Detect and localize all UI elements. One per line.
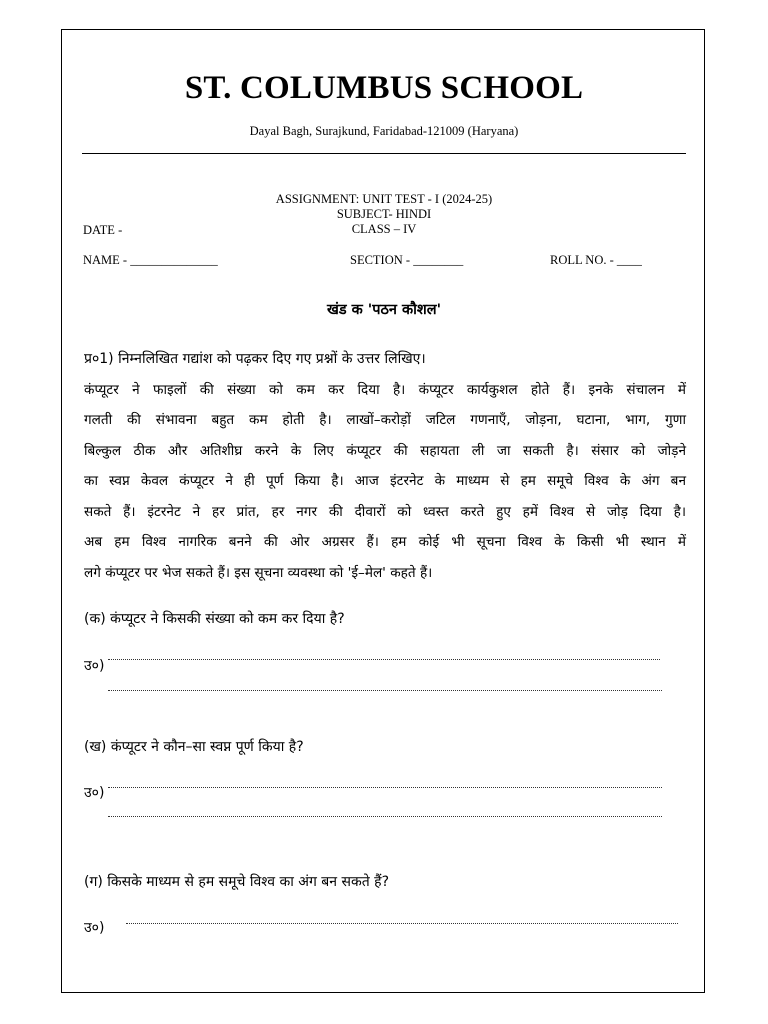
passage-line: का स्वप्न केवल कंप्यूटर ने ही पूर्ण किया है। आज इंटरनेट के माध्यम से हम समूचे विश्व के अंग बन: [84, 473, 686, 489]
school-address: Dayal Bagh, Surajkund, Faridabad-121009 (Haryana): [249, 124, 519, 138]
passage-line: गलती की संभावना बहुत कम होती है। लाखों–करोड़ों जटिल गणनाएँ, जोड़ना, घटाना, भाग, गुणा: [84, 412, 686, 428]
answer-line: [108, 690, 662, 691]
section-field: SECTION - ________: [350, 253, 464, 267]
section-heading: खंड क 'पठन कौशल': [326, 302, 442, 318]
assignment-class: CLASS – IV: [351, 222, 417, 236]
name-field: NAME - ______________: [83, 253, 218, 267]
answer-line: [108, 787, 662, 788]
assignment-subject: SUBJECT- HINDI: [336, 207, 432, 221]
date-field: DATE -: [83, 223, 123, 237]
header-divider: [82, 153, 686, 154]
school-name: ST. COLUMBUS SCHOOL: [184, 70, 584, 106]
question-ka: (क) कंप्यूटर ने किसकी संख्या को कम कर दिया है?: [84, 611, 345, 627]
question-ga: (ग) किसके माध्यम से हम समूचे विश्व का अंग बन सकते हैं?: [84, 874, 390, 890]
answer-label-ka: उ०): [84, 658, 105, 674]
assignment-title: ASSIGNMENT: UNIT TEST - I (2024-25): [275, 192, 493, 206]
passage-line: बिल्कुल ठीक और अतिशीघ्र करने के लिए कंप्यूटर की सहायता ली जा सकती है। संसार को जोड़ने: [84, 443, 686, 459]
answer-line: [126, 923, 678, 924]
passage-line: सकते हैं। इंटरनेट ने हर प्रांत, हर नगर की दीवारों को ध्वस्त करते हुए हमें विश्व से जोड़ दिया है।: [84, 504, 686, 520]
answer-label-kha: उ०): [84, 785, 105, 801]
roll-no-field: ROLL NO. - ____: [550, 253, 642, 267]
passage-line: कंप्यूटर ने फाइलों की संख्या को कम कर दिया है। कंप्यूटर कार्यकुशल होते हैं। इनके संचालन में: [84, 382, 686, 398]
question-intro: प्र०1) निम्नलिखित गद्यांश को पढ़कर दिए गए प्रश्नों के उत्तर लिखिए।: [84, 351, 426, 367]
question-kha: (ख) कंप्यूटर ने कौन–सा स्वप्न पूर्ण किया है?: [84, 739, 304, 755]
answer-line: [108, 816, 662, 817]
answer-line: [108, 659, 660, 660]
passage-line: लगे कंप्यूटर पर भेज सकते हैं। इस सूचना व्यवस्था को 'ई–मेल' कहते हैं।: [84, 565, 433, 581]
passage-line: अब हम विश्व नागरिक बनने की ओर अग्रसर हैं। हम कोई भी सूचना विश्व के किसी भी स्थान में: [84, 534, 686, 550]
answer-label-ga: उ०): [84, 920, 105, 936]
